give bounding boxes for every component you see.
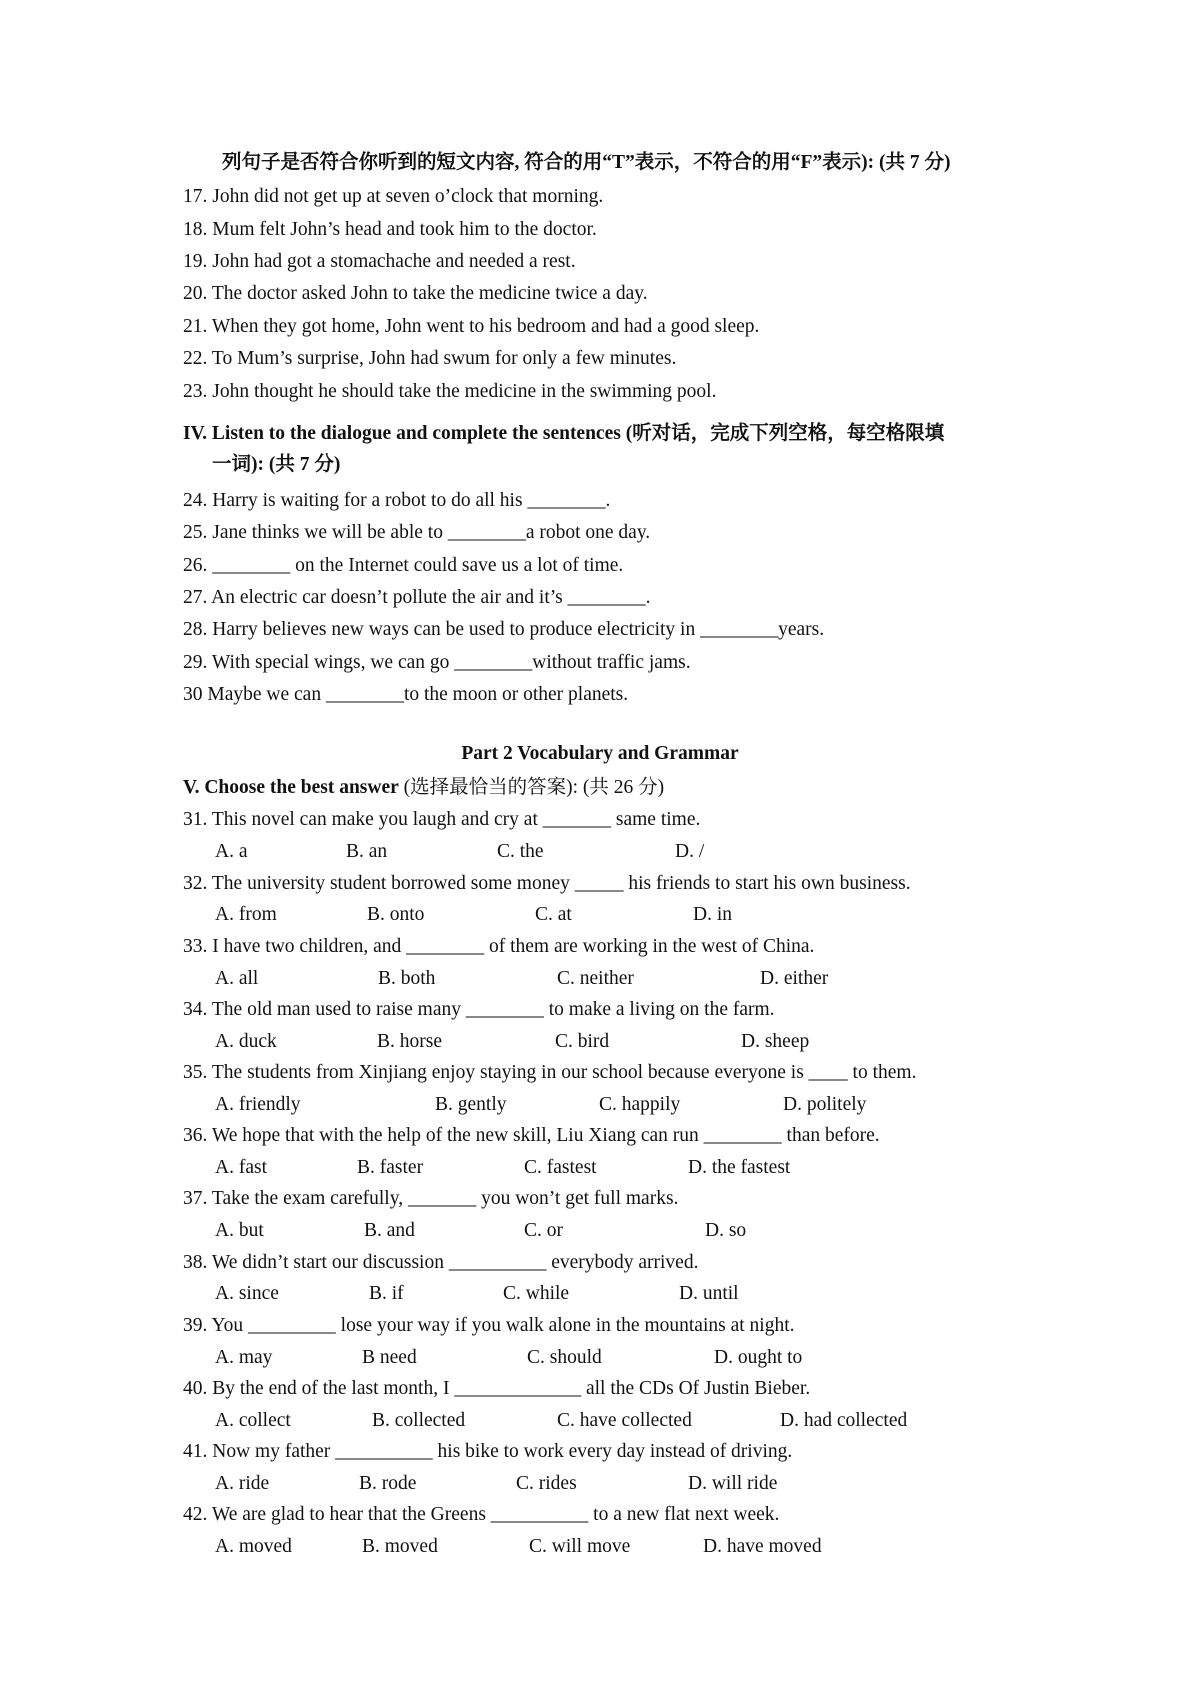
mc-39-option-b: B need: [362, 1347, 417, 1368]
mc-34-option-b: B. horse: [377, 1031, 442, 1052]
mc-question-38: 38. We didn’t start our discussion __________ everybody arrived.: [183, 1252, 699, 1273]
mc-38-option-b: B. if: [369, 1283, 404, 1304]
mc-question-39: 39. You _________ lose your way if you walk alone in the mountains at night.: [183, 1315, 795, 1336]
section5-title: [183, 775, 664, 801]
fill-item-29: 29. With special wings, we can go ________without traffic jams.: [183, 652, 691, 673]
mc-question-42: 42. We are glad to hear that the Greens __________ to a new flat next week.: [183, 1504, 780, 1525]
mc-31-option-d: D. /: [675, 841, 705, 862]
tf-item-18: 18. Mum felt John’s head and took him to the doctor.: [183, 219, 597, 240]
mc-42-option-b: B. moved: [362, 1536, 438, 1557]
fill-item-25: 25. Jane thinks we will be able to ________a robot one day.: [183, 522, 651, 543]
mc-37-option-c: C. or: [524, 1220, 563, 1241]
mc-36-option-b: B. faster: [357, 1157, 424, 1178]
mc-question-41: 41. Now my father __________ his bike to work every day instead of driving.: [183, 1441, 793, 1462]
mc-38-option-d: D. until: [679, 1283, 739, 1304]
tf-item-19: 19. John had got a stomachache and needed a rest.: [183, 251, 576, 272]
mc-40-option-a: A. collect: [215, 1410, 291, 1431]
fill-item-27: 27. An electric car doesn’t pollute the air and it’s ________.: [183, 587, 651, 608]
mc-35-option-b: B. gently: [435, 1094, 507, 1115]
tf-item-17: 17. John did not get up at seven o’clock that morning.: [183, 186, 604, 207]
mc-31-option-c: C. the: [497, 841, 544, 862]
fill-item-24: 24. Harry is waiting for a robot to do all his ________.: [183, 490, 611, 511]
mc-question-35: 35. The students from Xinjiang enjoy staying in our school because everyone is ____ to them.: [183, 1062, 917, 1083]
mc-34-option-c: C. bird: [555, 1031, 610, 1052]
section4-title-line1: IV. Listen to the dialogue and complete the sentences (听对话，完成下列空格，每空格限填: [183, 423, 945, 444]
tf-item-20: 20. The doctor asked John to take the medicine twice a day.: [183, 283, 648, 304]
mc-question-40: 40. By the end of the last month, I _____________ all the CDs Of Justin Bieber.: [183, 1378, 811, 1399]
tf-item-21: 21. When they got home, John went to his bedroom and had a good sleep.: [183, 316, 760, 337]
mc-33-option-d: D. either: [760, 968, 829, 989]
mc-32-option-b: B. onto: [367, 904, 425, 925]
mc-37-option-b: B. and: [364, 1220, 415, 1241]
mc-37-option-d: D. so: [705, 1220, 747, 1241]
mc-37-option-a: A. but: [215, 1220, 264, 1241]
mc-40-option-b: B. collected: [372, 1410, 466, 1431]
section4-title-line2: 一词): (共 7 分): [212, 454, 341, 475]
mc-question-37: 37. Take the exam carefully, _______ you won’t get full marks.: [183, 1188, 679, 1209]
mc-32-option-d: D. in: [693, 904, 732, 925]
mc-33-option-b: B. both: [378, 968, 436, 989]
part2-title: Part 2 Vocabulary and Grammar: [461, 743, 739, 764]
mc-33-option-c: C. neither: [557, 968, 634, 989]
mc-38-option-c: C. while: [503, 1283, 570, 1304]
mc-42-option-d: D. have moved: [703, 1536, 822, 1557]
mc-35-option-d: D. politely: [783, 1094, 867, 1115]
mc-32-option-a: A. from: [215, 904, 277, 925]
mc-36-option-c: C. fastest: [524, 1157, 597, 1178]
mc-36-option-d: D. the fastest: [688, 1157, 791, 1178]
mc-41-option-d: D. will ride: [688, 1473, 778, 1494]
mc-31-option-a: A. a: [215, 841, 248, 862]
mc-41-option-c: C. rides: [516, 1473, 577, 1494]
mc-42-option-c: C. will move: [529, 1536, 631, 1557]
section5-title-bold: V. Choose the best answer: [183, 777, 399, 798]
tf-item-23: 23. John thought he should take the medicine in the swimming pool.: [183, 381, 717, 402]
fill-item-30: 30 Maybe we can ________to the moon or other planets.: [183, 684, 629, 705]
mc-38-option-a: A. since: [215, 1283, 279, 1304]
section5-title-rest: (选择最恰当的答案): (共 26 分): [398, 777, 665, 798]
fill-item-28: 28. Harry believes new ways can be used to produce electricity in ________years.: [183, 619, 825, 640]
mc-41-option-b: B. rode: [359, 1473, 417, 1494]
mc-40-option-d: D. had collected: [780, 1410, 908, 1431]
mc-question-31: 31. This novel can make you laugh and cry at _______ same time.: [183, 809, 701, 830]
mc-42-option-a: A. moved: [215, 1536, 292, 1557]
mc-39-option-c: C. should: [527, 1347, 602, 1368]
mc-question-33: 33. I have two children, and ________ of them are working in the west of China.: [183, 936, 815, 957]
fill-item-26: 26. ________ on the Internet could save us a lot of time.: [183, 555, 624, 576]
mc-41-option-a: A. ride: [215, 1473, 270, 1494]
mc-32-option-c: C. at: [535, 904, 572, 925]
mc-question-32: 32. The university student borrowed some money _____ his friends to start his own business.: [183, 873, 911, 894]
mc-34-option-d: D. sheep: [741, 1031, 810, 1052]
part3-instruction: 列句子是否符合你听到的短文内容, 符合的用“T”表示，不符合的用“F”表示): (共 7 分): [222, 152, 951, 173]
mc-question-34: 34. The old man used to raise many ________ to make a living on the farm.: [183, 999, 775, 1020]
mc-question-36: 36. We hope that with the help of the new skill, Liu Xiang can run ________ than before.: [183, 1125, 880, 1146]
mc-39-option-d: D. ought to: [714, 1347, 803, 1368]
mc-35-option-c: C. happily: [599, 1094, 681, 1115]
mc-31-option-b: B. an: [346, 841, 388, 862]
mc-36-option-a: A. fast: [215, 1157, 267, 1178]
mc-39-option-a: A. may: [215, 1347, 273, 1368]
tf-item-22: 22. To Mum’s surprise, John had swum for only a few minutes.: [183, 348, 677, 369]
mc-34-option-a: A. duck: [215, 1031, 277, 1052]
mc-40-option-c: C. have collected: [557, 1410, 692, 1431]
mc-33-option-a: A. all: [215, 968, 259, 989]
mc-35-option-a: A. friendly: [215, 1094, 301, 1115]
